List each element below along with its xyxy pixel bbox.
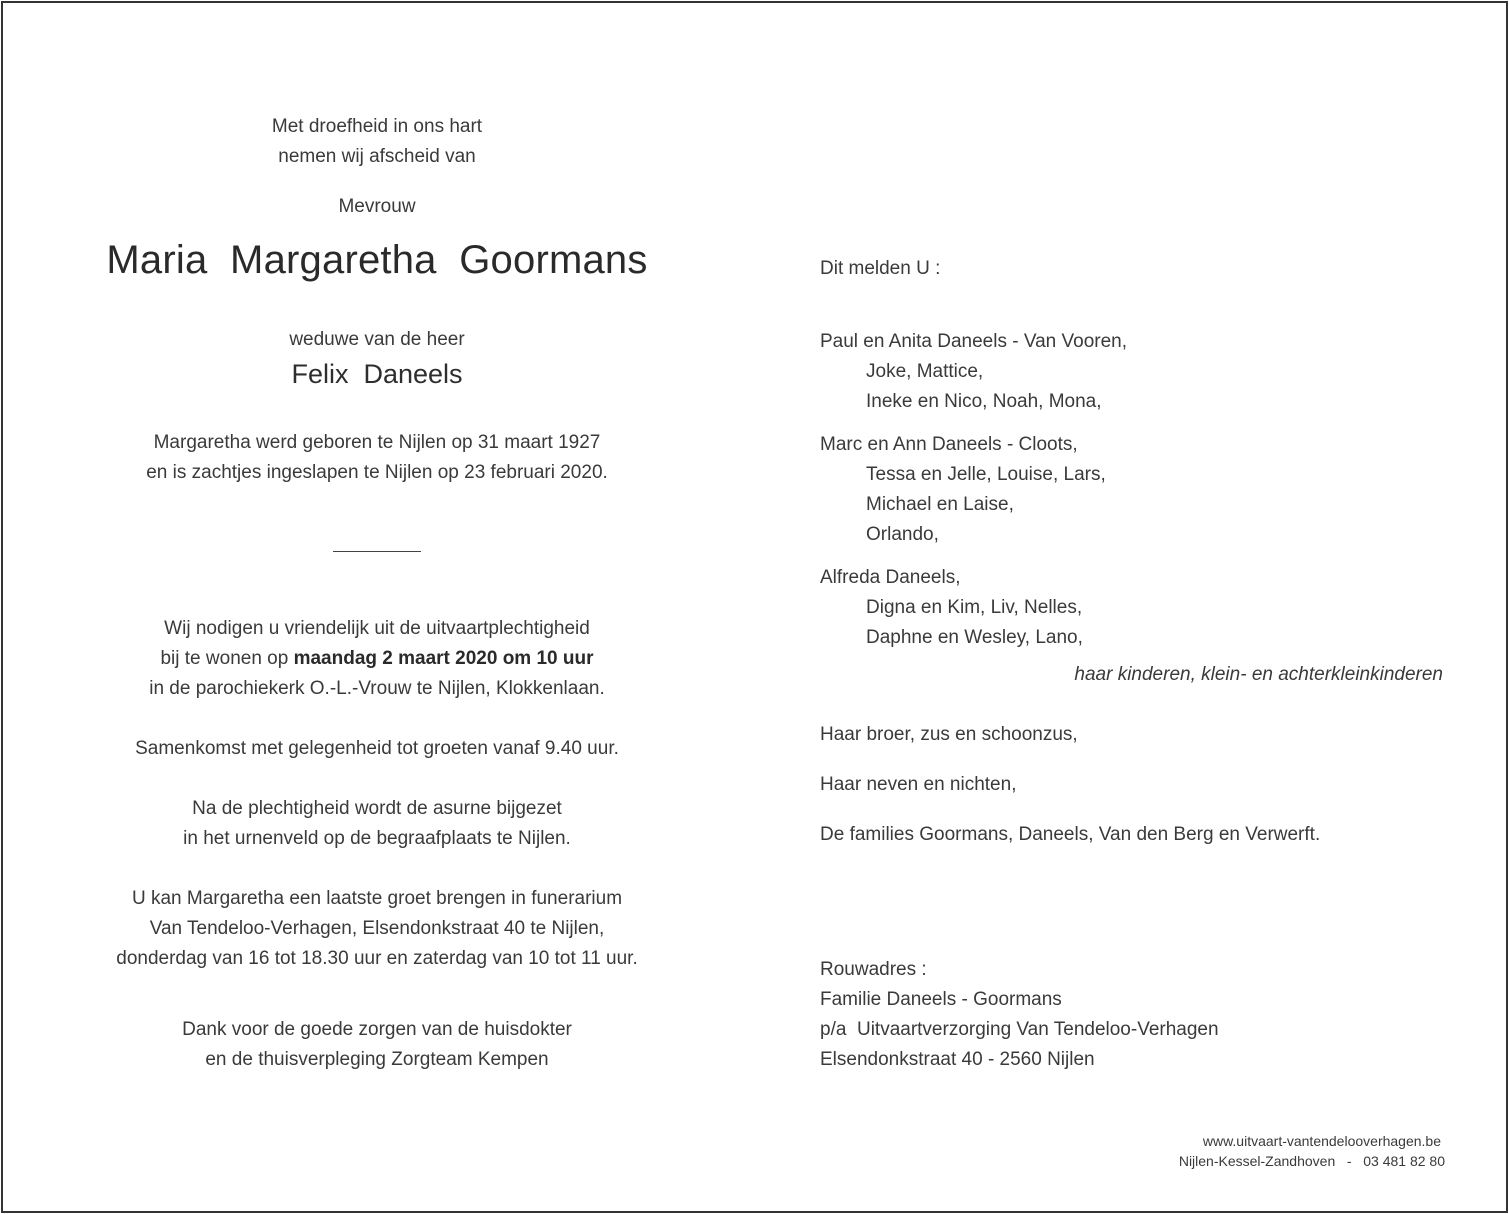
widow-of-label: weduwe van de heer: [289, 329, 465, 350]
cousins-line: Haar neven en nichten,: [820, 774, 1017, 795]
family-member: Michael en Laise,: [866, 494, 1014, 515]
funerarium-line-1: U kan Margaretha een laatste groet brengen in funerarium: [131, 888, 623, 909]
thanks-line-1: Dank voor de goede zorgen van de huisdokter: [182, 1019, 572, 1040]
contact-line: Nijlen-Kessel-Zandhoven - 03 481 82 80: [1178, 1153, 1445, 1169]
funerarium-line-2: Van Tendeloo-Verhagen, Elsendonkstraat 40 te Nijlen,: [149, 918, 605, 939]
relation-caption: haar kinderen, klein- en achterkleinkinderen: [1074, 664, 1443, 685]
intro-line-2: nemen wij afscheid van: [278, 146, 476, 167]
thanks-line-2: en de thuisverpleging Zorgteam Kempen: [205, 1049, 549, 1070]
family-member: Tessa en Jelle, Louise, Lars,: [866, 464, 1106, 485]
divider: [333, 551, 421, 552]
burial-line-2: in het urnenveld op de begraafplaats te Nijlen.: [183, 828, 571, 849]
invitation-prefix: bij te wonen op: [160, 648, 294, 669]
family-head: Alfreda Daneels,: [820, 567, 961, 588]
address-care-of: p/a Uitvaartverzorging Van Tendeloo-Verhagen: [820, 1019, 1219, 1040]
deceased-name: Maria Margaretha Goormans: [106, 238, 648, 282]
family-member: Joke, Mattice,: [866, 361, 984, 382]
family-member: Digna en Kim, Liv, Nelles,: [866, 597, 1083, 618]
spouse-name: Felix Daneels: [291, 359, 463, 389]
birth-line: Margaretha werd geboren te Nijlen op 31 maart 1927: [153, 432, 601, 453]
address-label: Rouwadres :: [820, 959, 927, 980]
announce-label: Dit melden U :: [820, 258, 941, 279]
invitation-line-3: in de parochiekerk O.-L.-Vrouw te Nijlen, Klokkenlaan.: [149, 678, 605, 699]
siblings-line: Haar broer, zus en schoonzus,: [820, 724, 1078, 745]
invitation-line-2: [160, 644, 593, 674]
family-member: Orlando,: [866, 524, 939, 545]
address-street: Elsendonkstraat 40 - 2560 Nijlen: [820, 1049, 1095, 1070]
family-head: Paul en Anita Daneels - Van Vooren,: [820, 331, 1128, 352]
families-line: De families Goormans, Daneels, Van den Berg en Verwerft.: [820, 824, 1321, 845]
family-head: Marc en Ann Daneels - Cloots,: [820, 434, 1078, 455]
service-datetime: maandag 2 maart 2020 om 10 uur: [293, 648, 594, 669]
family-member: Daphne en Wesley, Lano,: [866, 627, 1083, 648]
family-member: Ineke en Nico, Noah, Mona,: [866, 391, 1102, 412]
salutation: Mevrouw: [338, 196, 416, 217]
intro-line-1: Met droefheid in ons hart: [271, 116, 483, 137]
invitation-line-1: Wij nodigen u vriendelijk uit de uitvaartplechtigheid: [164, 618, 590, 639]
website-link[interactable]: www.uitvaart-vantendelooverhagen.be: [1202, 1133, 1441, 1149]
burial-line-1: Na de plechtigheid wordt de asurne bijgezet: [192, 798, 562, 819]
funerarium-line-3: donderdag van 16 tot 18.30 uur en zaterdag van 10 tot 11 uur.: [116, 948, 638, 969]
gathering-line: Samenkomst met gelegenheid tot groeten vanaf 9.40 uur.: [135, 738, 619, 759]
death-line: en is zachtjes ingeslapen te Nijlen op 23 februari 2020.: [146, 462, 608, 483]
address-family: Familie Daneels - Goormans: [820, 989, 1062, 1010]
